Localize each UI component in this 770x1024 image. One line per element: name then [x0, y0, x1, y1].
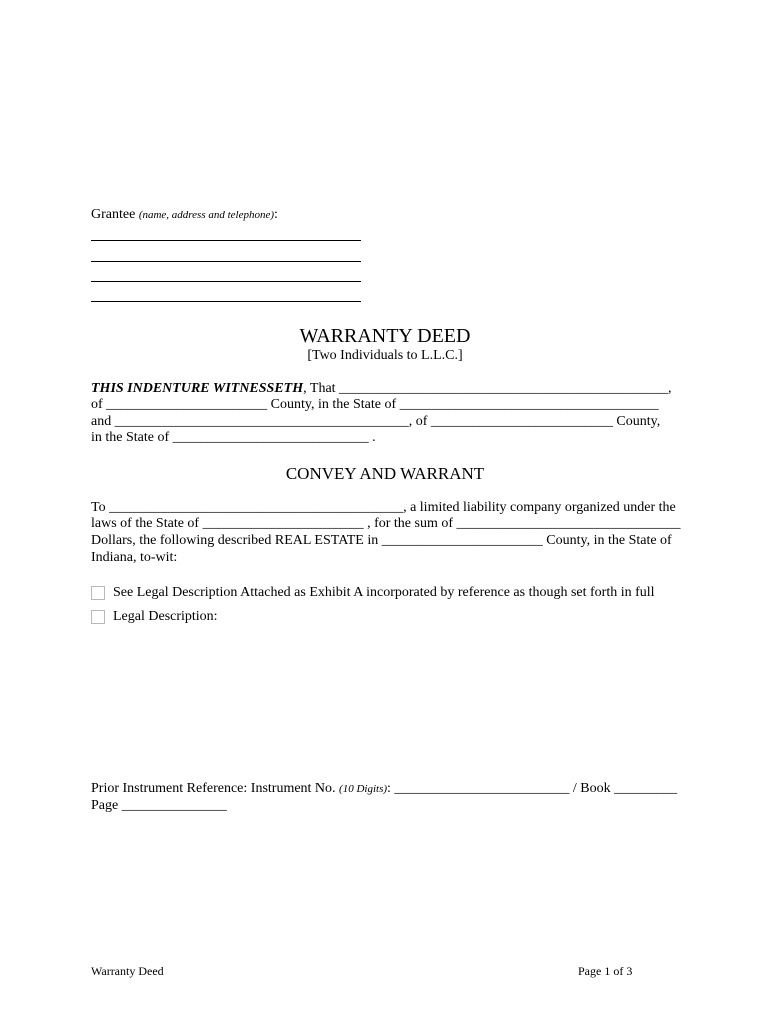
- grantee-colon: :: [274, 207, 278, 222]
- indenture-lead: THIS INDENTURE WITNESSETH: [91, 381, 304, 396]
- prior-instrument-hint: (10 Digits): [339, 783, 388, 795]
- footer-page-number: Page 1 of 3: [578, 964, 633, 978]
- section-heading: CONVEY AND WARRANT: [285, 464, 485, 483]
- convey-line-2: laws of the State of _______________________ , for the sum of ________________________________: [91, 516, 681, 531]
- convey-line-1: To __________________________________________, a limited liability company organized under the: [91, 500, 676, 515]
- grantee-line-1[interactable]: [91, 240, 361, 241]
- grantee-label-text: Grantee: [91, 207, 139, 222]
- prior-instrument-rest: : _________________________ / Book _________: [387, 781, 678, 796]
- grantee-line-3[interactable]: [91, 281, 361, 282]
- exhibit-a-label: See Legal Description Attached as Exhibit A incorporated by reference as though set forth in full: [113, 585, 655, 600]
- legal-description-label: Legal Description:: [113, 609, 218, 624]
- convey-line-4: Indiana, to-wit:: [91, 550, 178, 565]
- document-subtitle: [Two Individuals to L.L.C.]: [307, 348, 463, 363]
- prior-instrument-prefix: Prior Instrument Reference: Instrument No.: [91, 781, 340, 796]
- grantee-line-2[interactable]: [91, 261, 361, 262]
- indenture-line-1-rest: , That _______________________________________________,: [303, 381, 672, 396]
- convey-line-3: Dollars, the following described REAL ESTATE in _______________________ County, in the State of: [91, 533, 672, 548]
- indenture-line-1: [91, 381, 672, 397]
- legal-description-checkbox[interactable]: [91, 610, 105, 624]
- indenture-line-4: in the State of ____________________________ .: [91, 430, 376, 445]
- prior-instrument-line-1: [91, 781, 677, 797]
- grantee-label: [91, 207, 278, 223]
- prior-instrument-line-2: Page _______________: [91, 798, 227, 813]
- grantee-hint: (name, address and telephone): [138, 209, 275, 221]
- document-title: WARRANTY DEED: [299, 325, 471, 347]
- grantee-line-4[interactable]: [91, 301, 361, 302]
- indenture-line-3: and __________________________________________, of __________________________ County,: [91, 414, 661, 429]
- exhibit-a-checkbox[interactable]: [91, 586, 105, 600]
- indenture-line-2: of _______________________ County, in the State of _____________________________________: [91, 397, 659, 412]
- footer-left: Warranty Deed: [91, 964, 164, 978]
